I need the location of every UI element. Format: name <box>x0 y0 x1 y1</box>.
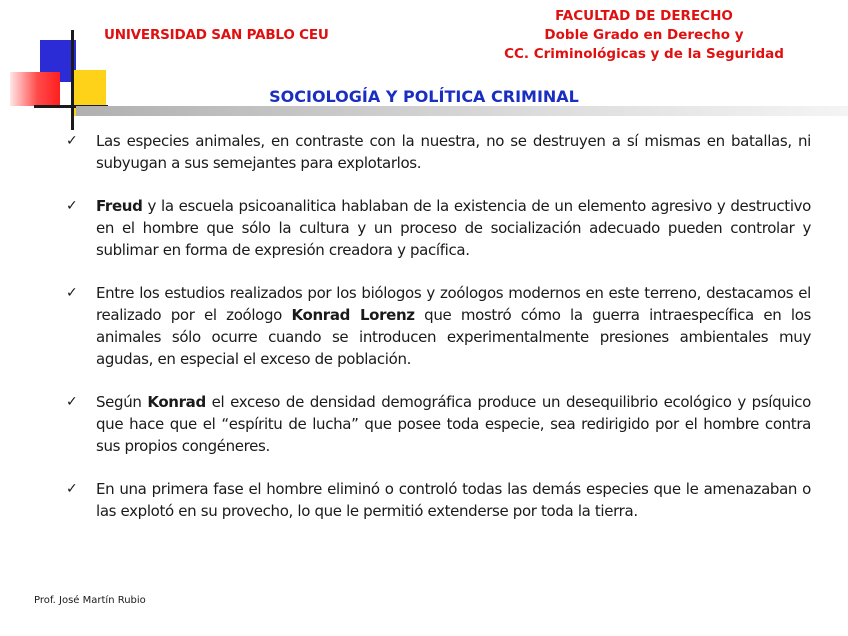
bullet-list <box>66 130 811 543</box>
check-icon: ✓ <box>66 133 78 149</box>
faculty-line: CC. Criminológicas y de la Seguridad <box>504 46 784 62</box>
logo-vertical-line <box>71 30 74 130</box>
faculty-heading <box>464 7 824 64</box>
faculty-line: FACULTAD DE DERECHO <box>555 8 733 24</box>
bullet-emphasis: Freud <box>96 197 143 215</box>
bullet-item <box>66 130 811 174</box>
check-icon: ✓ <box>66 285 78 301</box>
slide-title: SOCIOLOGÍA Y POLÍTICA CRIMINAL <box>269 87 579 106</box>
bullet-text: el exceso de densidad demográfica produce un desequilibrio ecológico y psíquico que hace que el “espíritu de lucha” que posee toda especie, sea redirigido por el hombre contra sus propios congéneres. <box>96 393 811 455</box>
bullet-text: y la escuela psicoanalitica hablaban de la existencia de un elemento agresivo y destructivo en el hombre que sólo la cultura y un proceso de socialización adecuado pueden controlar y sublimar en forma de expresión creadora y pacífica. <box>96 197 811 259</box>
check-icon: ✓ <box>66 198 78 214</box>
university-logo <box>0 0 120 140</box>
bullet-text: que mostró cómo la guerra intraespecífica en los animales sólo ocurre cuando se introducen experimentalmente presiones ambientales muy agudas, en especial el exceso de población. <box>96 306 811 368</box>
author-footer: Prof. José Martín Rubio <box>34 595 146 606</box>
bullet-text: Según <box>96 393 148 411</box>
faculty-line: Doble Grado en Derecho y <box>544 27 744 43</box>
bullet-item <box>66 195 811 261</box>
title-underline-bar <box>76 106 848 116</box>
bullet-emphasis: Konrad Lorenz <box>291 306 415 324</box>
bullet-item <box>66 391 811 457</box>
bullet-item <box>66 282 811 370</box>
bullet-text: Entre los estudios realizados por los biólogos y zoólogos modernos en este terreno, destacamos el realizado por el zoólogo <box>96 284 811 324</box>
bullet-text: Las especies animales, en contraste con la nuestra, no se destruyen a sí mismas en batallas, ni subyugan a sus semejantes para explotarlos. <box>96 132 811 172</box>
bullet-item <box>66 478 811 522</box>
bullet-text: En una primera fase el hombre eliminó o controló todas las demás especies que le amenazaban o las explotó en su provecho, lo que le permitió extenderse por toda la tierra. <box>96 480 811 520</box>
check-icon: ✓ <box>66 481 78 497</box>
bullet-emphasis: Konrad <box>147 393 206 411</box>
check-icon: ✓ <box>66 394 78 410</box>
university-name: UNIVERSIDAD SAN PABLO CEU <box>104 27 329 43</box>
